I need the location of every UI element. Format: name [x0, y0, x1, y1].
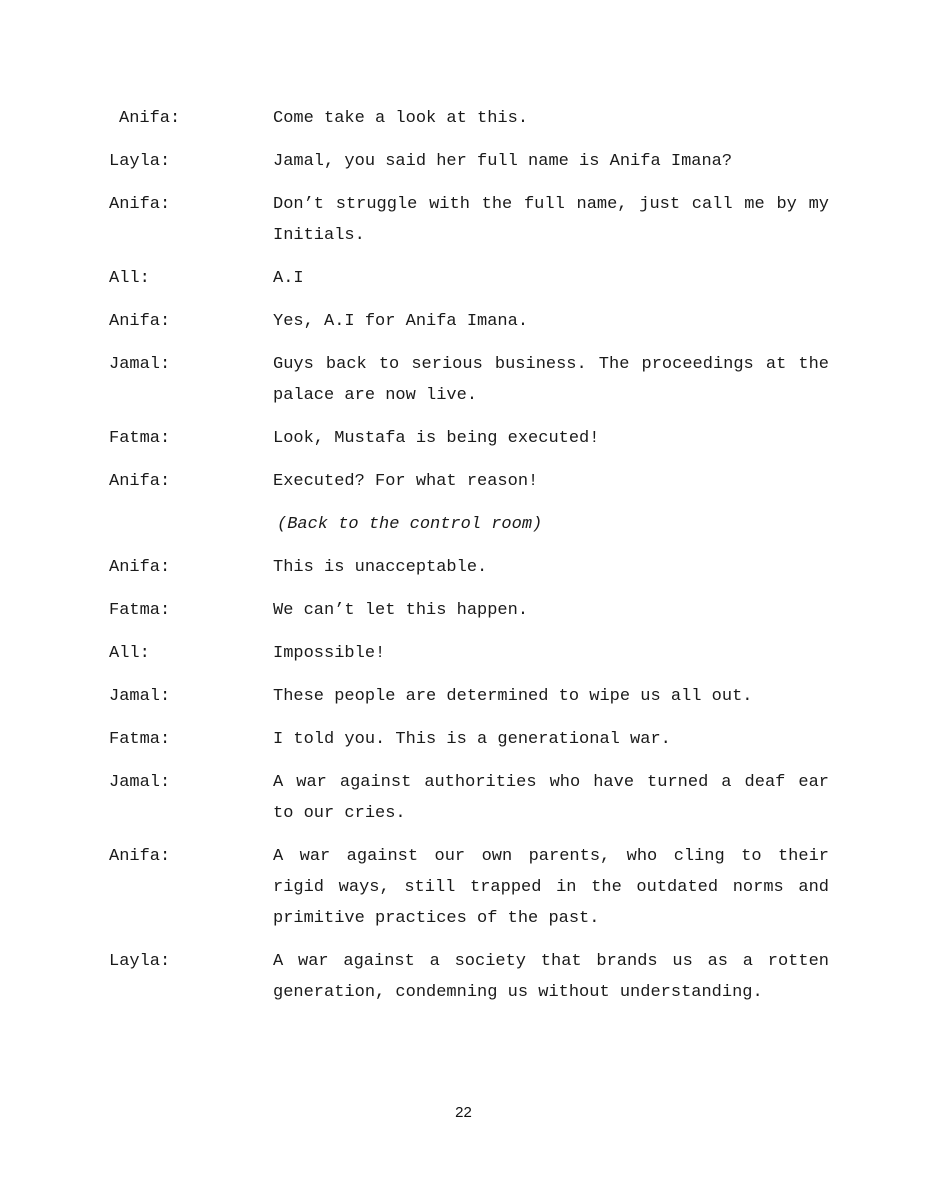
dialogue-line — [109, 466, 829, 497]
speaker-name: Fatma: — [109, 429, 171, 448]
dialogue-text: A war against our own parents, who cling to their rigid ways, still trapped in the outdated norms and primitive practices of the past. — [273, 847, 829, 928]
speaker-name: Jamal: — [109, 773, 171, 792]
speaker-name: Anifa: — [109, 558, 171, 577]
dialogue-line — [109, 146, 829, 177]
dialogue-text: This is unacceptable. — [273, 558, 488, 577]
dialogue-text: These people are determined to wipe us all out. — [273, 687, 753, 706]
dialogue-text: A war against a society that brands us as a rotten generation, condemning us without understanding. — [273, 952, 829, 1002]
dialogue-line — [109, 638, 829, 669]
speaker-name: Jamal: — [109, 355, 171, 374]
speaker-name: Layla: — [109, 952, 171, 971]
speaker-name: Anifa: — [109, 472, 171, 491]
speaker-name: All: — [109, 269, 150, 288]
dialogue-line — [109, 841, 829, 934]
dialogue-text: Executed? For what reason! — [273, 472, 539, 491]
dialogue-text: Guys back to serious business. The proceedings at the palace are now live. — [273, 355, 829, 405]
dialogue-text: Don’t struggle with the full name, just call me by my Initials. — [273, 195, 829, 245]
dialogue-text: Impossible! — [273, 644, 386, 663]
speaker-name: Anifa: — [119, 109, 181, 128]
dialogue-text: We can’t let this happen. — [273, 601, 529, 620]
dialogue-text: Jamal, you said her full name is Anifa Imana? — [273, 152, 733, 171]
dialogue-line — [109, 103, 829, 134]
speaker-name: Fatma: — [109, 730, 171, 749]
speaker-name: Anifa: — [109, 195, 171, 214]
dialogue-line — [109, 767, 829, 829]
page-number: 22 — [455, 1104, 472, 1121]
dialogue-text: I told you. This is a generational war. — [273, 730, 671, 749]
dialogue-line — [109, 552, 829, 583]
speaker-name: Anifa: — [109, 847, 171, 866]
script-body — [109, 103, 829, 1020]
dialogue-line — [109, 423, 829, 454]
speaker-name: Jamal: — [109, 687, 171, 706]
dialogue-text: Look, Mustafa is being executed! — [273, 429, 600, 448]
speaker-name: All: — [109, 644, 150, 663]
speaker-name: Layla: — [109, 152, 171, 171]
dialogue-text: A.I — [273, 269, 304, 288]
dialogue-line — [109, 306, 829, 337]
speaker-name: Fatma: — [109, 601, 171, 620]
dialogue-line — [109, 724, 829, 755]
stage-direction-line — [109, 509, 829, 540]
speaker-name: Anifa: — [109, 312, 171, 331]
dialogue-line — [109, 263, 829, 294]
dialogue-line — [109, 349, 829, 411]
dialogue-line — [109, 946, 829, 1008]
stage-direction: (Back to the control room) — [277, 515, 543, 534]
dialogue-text: Come take a look at this. — [273, 109, 529, 128]
dialogue-text: Yes, A.I for Anifa Imana. — [273, 312, 529, 331]
dialogue-line — [109, 189, 829, 251]
dialogue-text: A war against authorities who have turned a deaf ear to our cries. — [273, 773, 829, 823]
dialogue-line — [109, 681, 829, 712]
dialogue-line — [109, 595, 829, 626]
